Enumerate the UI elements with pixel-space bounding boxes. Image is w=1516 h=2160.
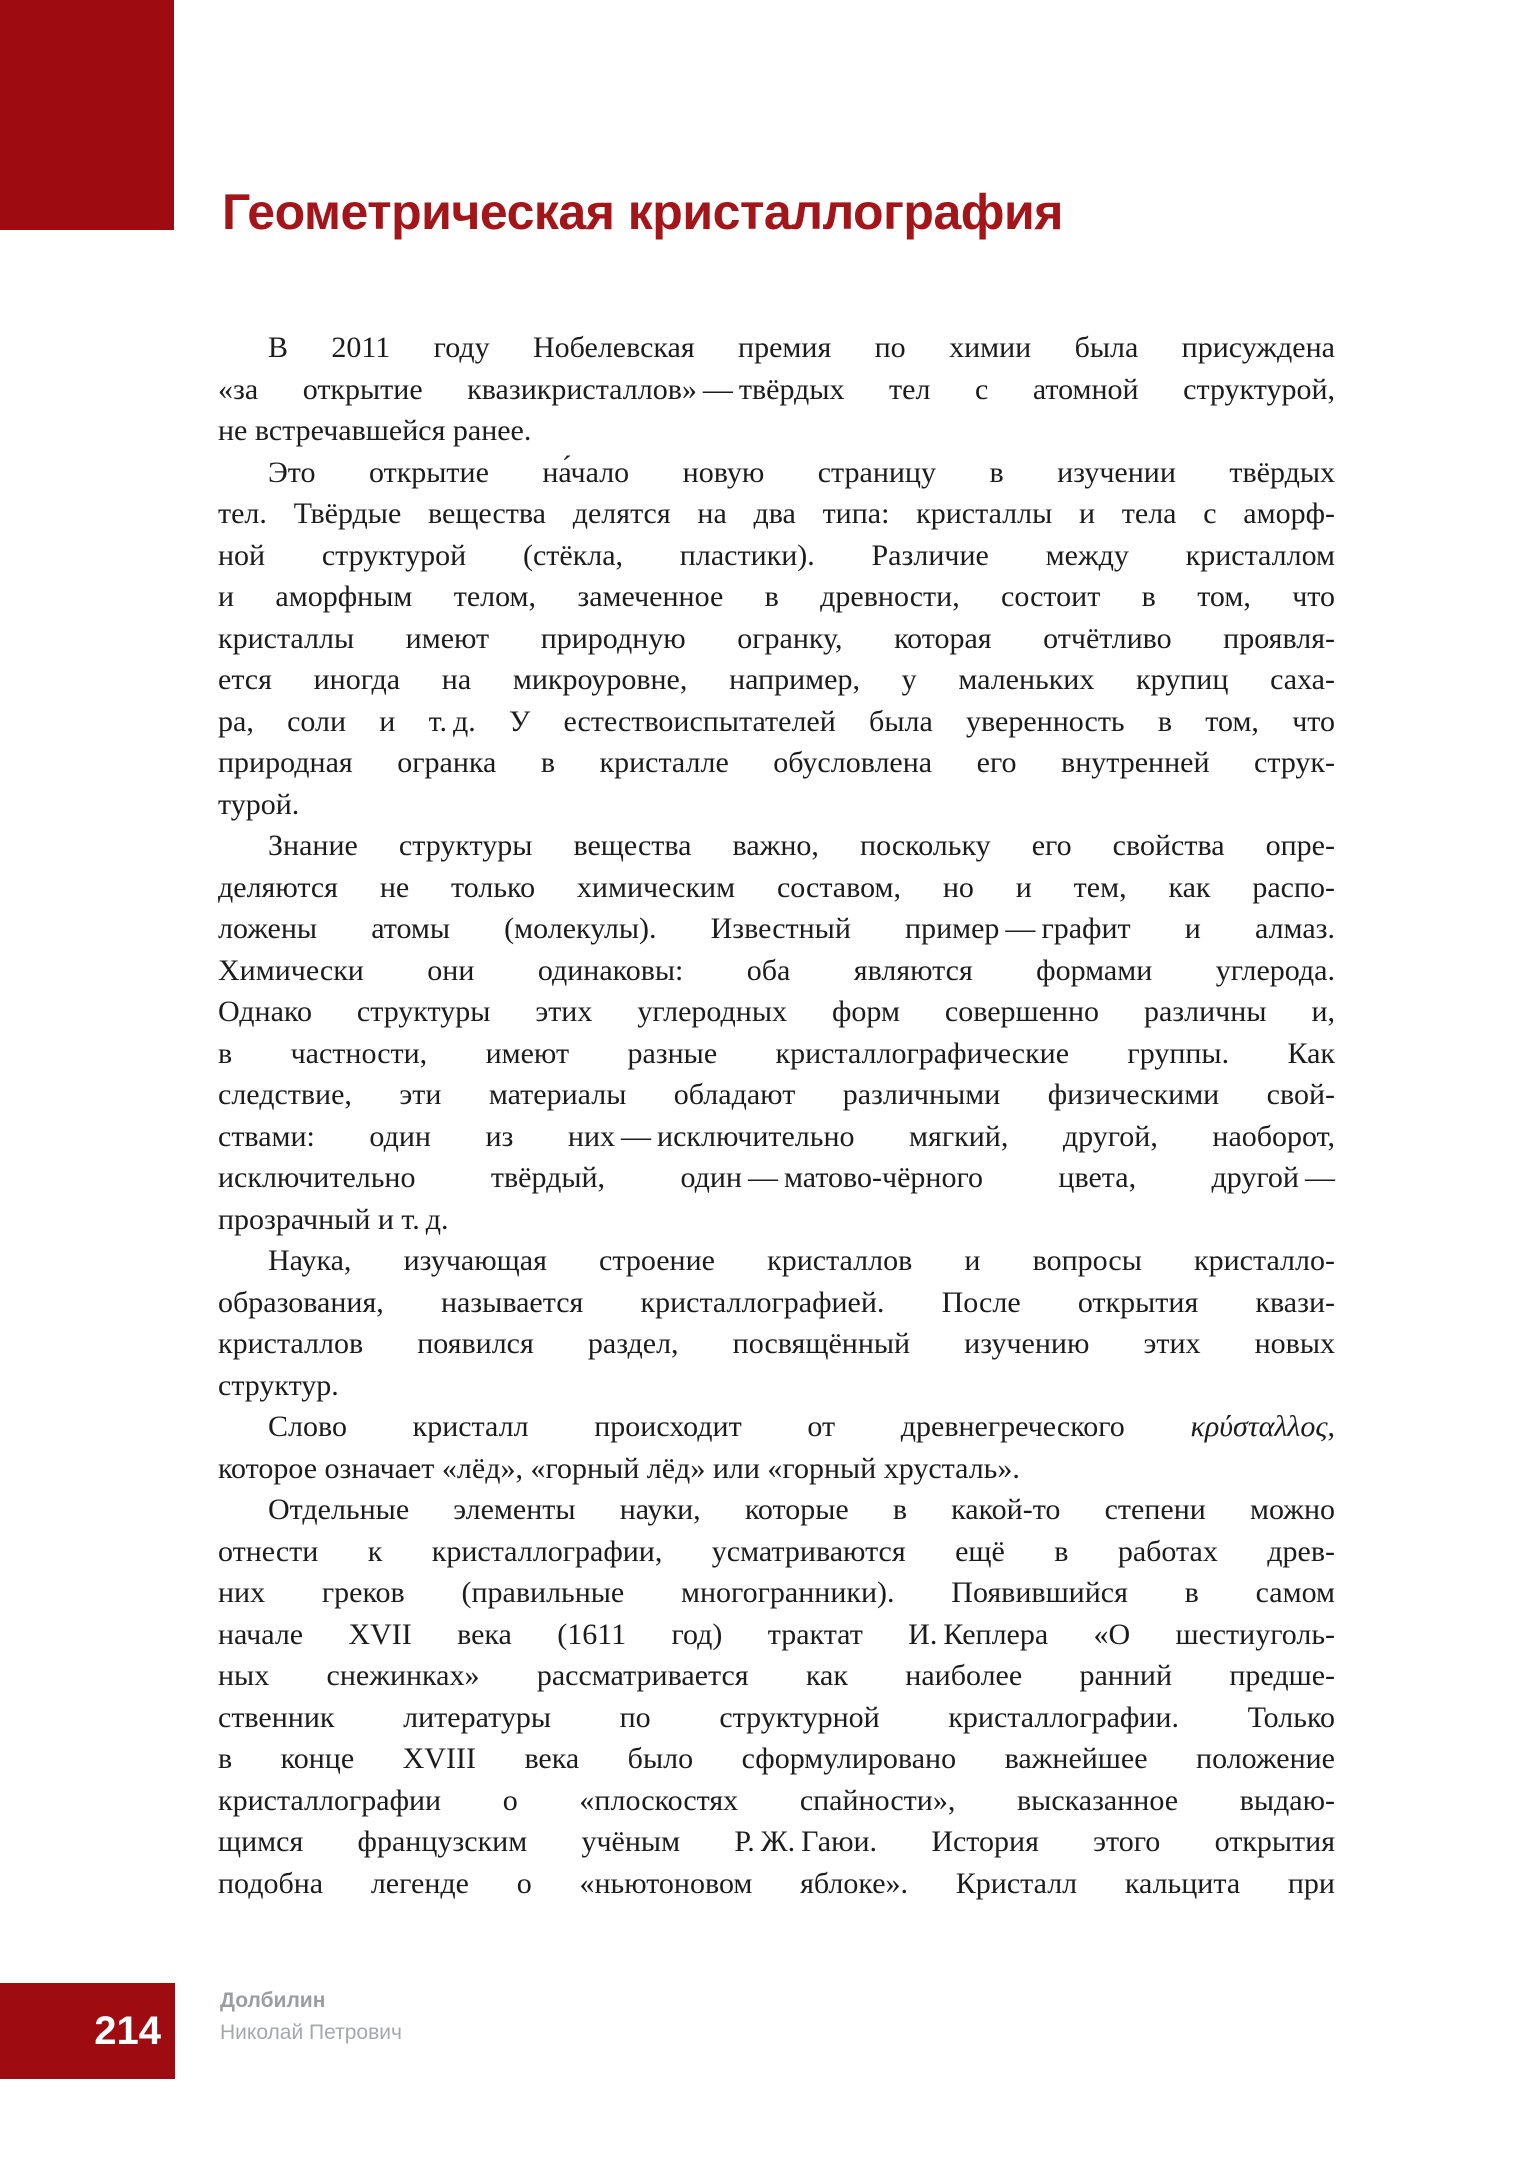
text-line: кристаллографии о «плоскостях спайности», высказанное выдаю- xyxy=(218,1783,1335,1817)
text-line: начале XVII века (1611 год) трактат И. Кеплера «О шестиуголь- xyxy=(218,1617,1335,1651)
text-line: следствие, эти материалы обладают различными физическими свой- xyxy=(218,1078,1335,1111)
text-line: образования, называется кристаллографией. После открытия квази- xyxy=(218,1285,1335,1319)
text-line: прозрачный и т. д. xyxy=(218,1202,449,1236)
footer-author xyxy=(220,1985,402,2049)
text-line: «за открытие квазикристаллов» — твёрдых тел с атомной структурой, xyxy=(218,372,1335,406)
text-line: них греков (правильные многогранники). Появившийся в самом xyxy=(218,1576,1335,1609)
body-text xyxy=(218,327,1335,1904)
text-line: ственник литературы по структурной кристаллографии. Только xyxy=(218,1700,1335,1734)
text-line: ных снежинках» рассматривается как наиболее ранний предше- xyxy=(218,1659,1335,1692)
text-line: в частности, имеют разные кристаллографические группы. Как xyxy=(218,1036,1335,1070)
text-line: Отдельные элементы науки, которые в какой-то степени можно xyxy=(268,1493,1335,1526)
text-line: ра, соли и т. д. У естествоиспытателей была уверенность в том, что xyxy=(218,704,1335,738)
text-line: ствами: один из них — исключительно мягкий, другой, наоборот, xyxy=(218,1119,1335,1153)
page-number: 214 xyxy=(94,2009,161,2053)
author-given-names: Николай Петрович xyxy=(220,2021,402,2044)
text-line: природная огранка в кристалле обусловлена его внутренней струк- xyxy=(218,746,1335,779)
text-line: ной структурой (стёкла, пластики). Различие между кристаллом xyxy=(218,538,1335,572)
text-line: кристаллы имеют природную огранку, которая отчётливо проявля- xyxy=(218,621,1335,655)
text-line: Это открытие на́чало новую страницу в изучении твёрдых xyxy=(268,455,1335,489)
author-surname: Долбилин xyxy=(220,1989,326,2012)
section-title: Геометрическая кристаллография xyxy=(222,184,1063,240)
page-number-block xyxy=(0,1983,175,2079)
text-line: кристаллов появился раздел, посвящённый изучению этих новых xyxy=(218,1327,1335,1360)
greek-term: κρύσταλλος xyxy=(1190,1410,1328,1443)
text-line: ется иногда на микроуровне, например, у маленьких крупиц саха- xyxy=(218,663,1335,696)
text-line: В 2011 году Нобелевская премия по химии была присуждена xyxy=(268,331,1335,364)
text-line: турой. xyxy=(218,787,300,821)
text-segment: Слово кристалл происходит от древнегреческого xyxy=(268,1410,1191,1443)
text-line: структур. xyxy=(218,1368,339,1402)
text-line: отнести к кристаллографии, усматриваются ещё в работах древ- xyxy=(218,1534,1335,1568)
text-line: деляются не только химическим составом, но и тем, как распо- xyxy=(218,870,1335,904)
text-line: Химически они одинаковы: оба являются формами углерода. xyxy=(218,953,1335,987)
text-line: Однако структуры этих углеродных форм совершенно различны и, xyxy=(218,995,1335,1028)
text-line: тел. Твёрдые вещества делятся на два типа: кристаллы и тела с аморф- xyxy=(218,497,1335,530)
text-line: в конце XVIII века было сформулировано важнейшее положение xyxy=(218,1742,1335,1775)
text-line: и аморфным телом, замеченное в древности, состоит в том, что xyxy=(218,580,1335,613)
text-line: щимся французским учёным Р. Ж. Гаюи. История этого открытия xyxy=(218,1825,1335,1858)
text-line: Знание структуры вещества важно, поскольку его свойства опре- xyxy=(268,829,1335,862)
text-line: подобна легенде о «ньютоновом яблоке». Кристалл кальцита при xyxy=(218,1866,1335,1900)
text-line: не встречавшейся ранее. xyxy=(218,414,532,447)
text-line: Наука, изучающая строение кристаллов и вопросы кристалло- xyxy=(268,1244,1335,1277)
text-line: которое означает «лёд», «горный лёд» или «горный хрусталь». xyxy=(218,1451,1020,1485)
text-segment: , xyxy=(1327,1410,1335,1443)
text-line: исключительно твёрдый, один — матово-чёрного цвета, другой — xyxy=(218,1161,1335,1194)
text-line xyxy=(218,1406,1335,1448)
chapter-corner-bar xyxy=(0,0,174,230)
text-line: ложены атомы (молекулы). Известный пример — графит и алмаз. xyxy=(218,912,1335,945)
